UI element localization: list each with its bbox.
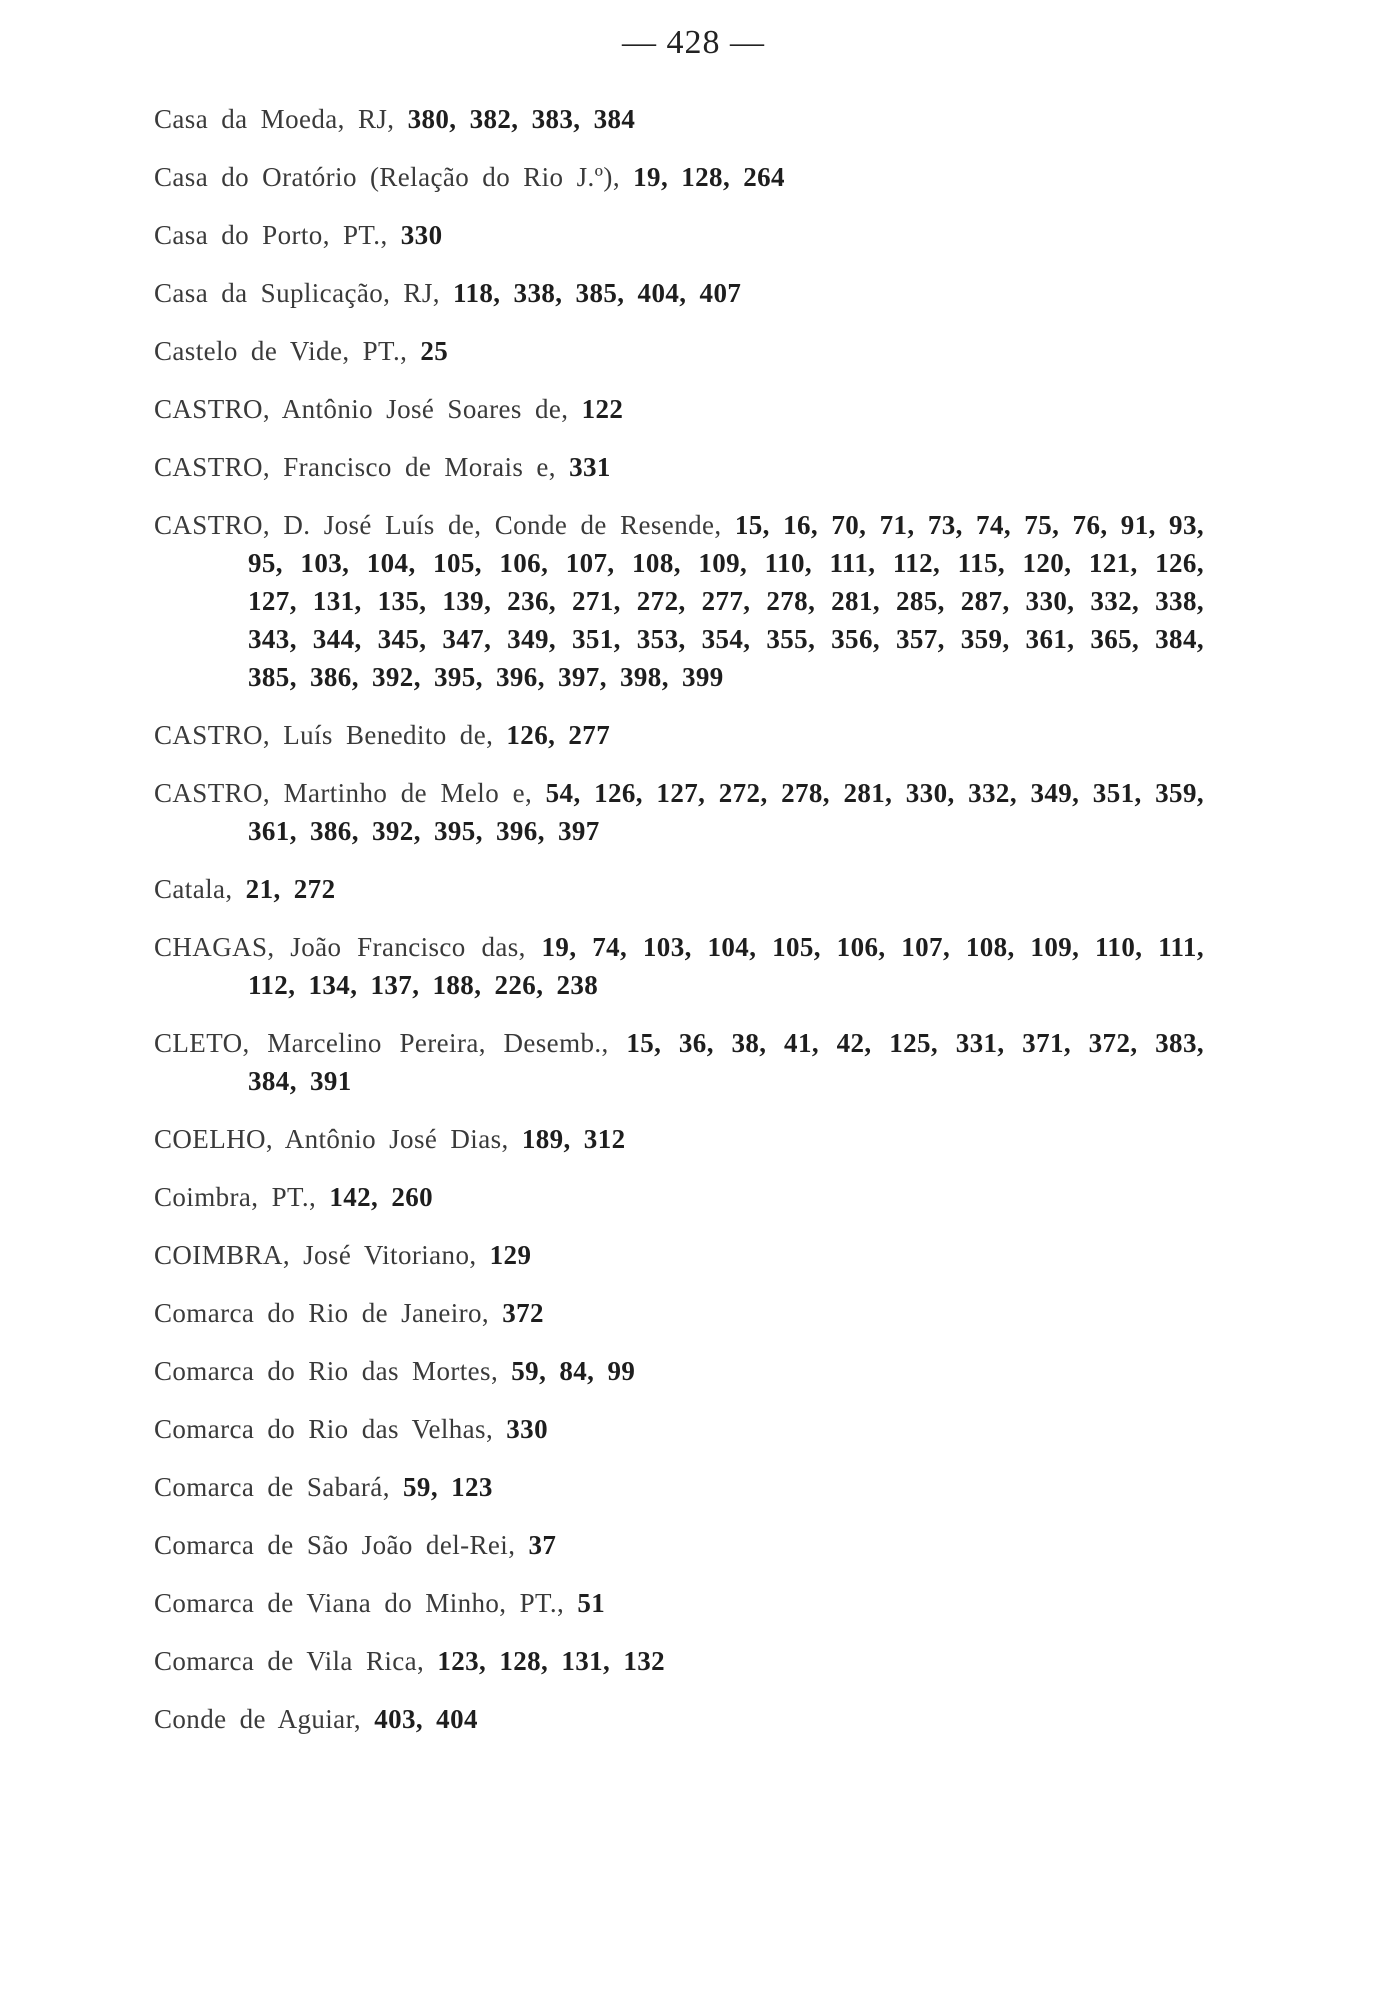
index-entry xyxy=(154,716,1204,754)
entry-heading: Castelo de Vide, PT., xyxy=(154,336,408,366)
entry-pages: 126, 277 xyxy=(506,720,611,750)
entry-heading: CASTRO, Martinho de Melo e, xyxy=(154,778,533,808)
index-entry xyxy=(154,870,1204,908)
index-entry xyxy=(154,1178,1204,1216)
index-entry xyxy=(154,1294,1204,1332)
entry-pages: 51 xyxy=(577,1588,606,1618)
entry-pages: 380, 382, 383, 384 xyxy=(407,104,636,134)
entry-pages: 37 xyxy=(528,1530,557,1560)
index-entry xyxy=(154,332,1204,370)
entry-heading: Comarca do Rio das Velhas, xyxy=(154,1414,494,1444)
entry-heading: CASTRO, Francisco de Morais e, xyxy=(154,452,556,482)
entry-heading: Conde de Aguiar, xyxy=(154,1704,362,1734)
entry-heading: Comarca do Rio das Mortes, xyxy=(154,1356,499,1386)
index-entry xyxy=(154,1024,1204,1100)
entry-heading: CHAGAS, João Francisco das, xyxy=(154,932,526,962)
entry-heading: COIMBRA, José Vitoriano, xyxy=(154,1240,477,1270)
index-entry xyxy=(154,1410,1204,1448)
entry-pages: 21, 272 xyxy=(245,874,336,904)
entry-heading: Comarca de Vila Rica, xyxy=(154,1646,425,1676)
entry-pages: 15, 16, 70, 71, 73, 74, 75, 76, 91, 93, 95, 103, 104, 105, 106, 107, 108, 109, 110, 111, 112, 115, 120, 121, 126, 127, 131, 135, 139, 236, 271, 272, 277, 278, 281, 285, 287, 330, 332, 338, 343, 344, 345, 347, 349, 351, 353, 354, 355, 356, 357, 359, 361, 365, 384, 385, 386, 392, 395, 396, 397, 398, 399 xyxy=(248,510,1204,692)
index-entry xyxy=(154,1584,1204,1622)
entry-pages: 129 xyxy=(489,1240,532,1270)
entry-heading: CASTRO, Luís Benedito de, xyxy=(154,720,494,750)
index-entry xyxy=(154,1468,1204,1506)
entry-heading: Comarca de Sabará, xyxy=(154,1472,390,1502)
entry-pages: 330 xyxy=(506,1414,548,1444)
entry-pages: 59, 84, 99 xyxy=(511,1356,636,1386)
entry-heading: Coimbra, PT., xyxy=(154,1182,317,1212)
index-entry xyxy=(154,774,1204,850)
index-entry xyxy=(154,1700,1204,1738)
entry-heading: Comarca do Rio de Janeiro, xyxy=(154,1298,490,1328)
entry-pages: 25 xyxy=(420,336,449,366)
entry-heading: Comarca de São João del-Rei, xyxy=(154,1530,516,1560)
entry-heading: Casa da Moeda, RJ, xyxy=(154,104,395,134)
page-number: — 428 — xyxy=(622,24,765,61)
entry-pages: 59, 123 xyxy=(403,1472,493,1502)
entry-pages: 330 xyxy=(400,220,443,250)
entry-pages: 118, 338, 385, 404, 407 xyxy=(453,278,742,308)
index-entry xyxy=(154,928,1204,1004)
entry-heading: Casa do Porto, PT., xyxy=(154,220,388,250)
index-list xyxy=(154,100,1204,1758)
entry-pages: 19, 74, 103, 104, 105, 106, 107, 108, 109, 110, 111, 112, 134, 137, 188, 226, 238 xyxy=(248,932,1204,1000)
entry-pages: 331 xyxy=(569,452,611,482)
index-entry xyxy=(154,1642,1204,1680)
entry-heading: Comarca de Viana do Minho, PT., xyxy=(154,1588,565,1618)
entry-heading: Casa do Oratório (Relação do Rio J.º), xyxy=(154,162,620,192)
index-entry xyxy=(154,1352,1204,1390)
entry-pages: 54, 126, 127, 272, 278, 281, 330, 332, 349, 351, 359, 361, 386, 392, 395, 396, 397 xyxy=(248,778,1204,846)
entry-pages: 123, 128, 131, 132 xyxy=(437,1646,666,1676)
index-entry xyxy=(154,216,1204,254)
entry-heading: CASTRO, Antônio José Soares de, xyxy=(154,394,569,424)
entry-pages: 372 xyxy=(502,1298,544,1328)
index-entry xyxy=(154,1236,1204,1274)
index-entry xyxy=(154,506,1204,696)
entry-heading: Catala, xyxy=(154,874,233,904)
entry-heading: CASTRO, D. José Luís de, Conde de Resende, xyxy=(154,510,722,540)
entry-pages: 15, 36, 38, 41, 42, 125, 331, 371, 372, 383, 384, 391 xyxy=(248,1028,1204,1096)
index-entry xyxy=(154,100,1204,138)
entry-heading: CLETO, Marcelino Pereira, Desemb., xyxy=(154,1028,609,1058)
index-entry xyxy=(154,158,1204,196)
entry-pages: 403, 404 xyxy=(374,1704,478,1734)
index-entry xyxy=(154,1120,1204,1158)
entry-pages: 142, 260 xyxy=(329,1182,434,1212)
index-entry xyxy=(154,274,1204,312)
index-entry xyxy=(154,448,1204,486)
entry-pages: 19, 128, 264 xyxy=(633,162,785,192)
index-entry xyxy=(154,390,1204,428)
entry-pages: 189, 312 xyxy=(521,1124,626,1154)
entry-heading: Casa da Suplicação, RJ, xyxy=(154,278,440,308)
entry-pages: 122 xyxy=(581,394,624,424)
entry-heading: COELHO, Antônio José Dias, xyxy=(154,1124,509,1154)
index-entry xyxy=(154,1526,1204,1564)
